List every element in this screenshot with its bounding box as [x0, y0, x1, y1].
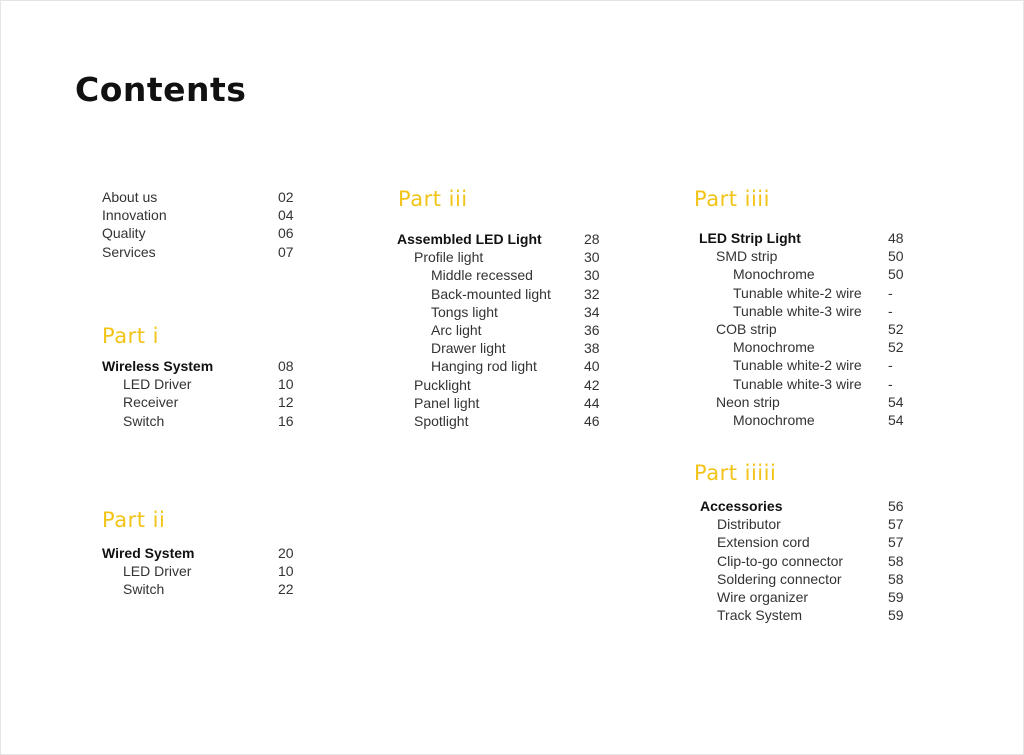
toc-entry-page: 28 [584, 231, 600, 247]
toc-entry-page: 06 [278, 225, 294, 242]
toc-entry-page: - [888, 375, 893, 392]
toc-entry-label: Hanging rod light [431, 358, 537, 375]
toc-entry-label: COB strip [716, 320, 777, 337]
part-ii-list [102, 544, 302, 599]
toc-entry-smd-monochrome[interactable] [699, 265, 909, 283]
toc-entry-page: 54 [888, 393, 904, 410]
toc-entry-label: Neon strip [716, 393, 780, 410]
toc-entry-label: LED Strip Light [699, 230, 801, 246]
toc-entry-led-driver[interactable] [102, 562, 302, 580]
intro-list [102, 188, 302, 261]
toc-entry-label: Services [102, 243, 156, 260]
toc-entry-page: 52 [888, 339, 904, 356]
part-iii-list [397, 230, 607, 430]
part-iiiii-list [700, 497, 910, 624]
toc-entry-label: About us [102, 189, 158, 205]
toc-entry-assembled-led-light[interactable] [397, 230, 607, 248]
toc-entry-page: 36 [584, 321, 600, 338]
toc-entry-page: 38 [584, 340, 600, 357]
toc-entry-spotlight[interactable] [397, 412, 607, 430]
part-iiii-heading: Part iiii [694, 187, 770, 211]
toc-entry-page: 54 [888, 411, 904, 428]
toc-entry-page: 10 [278, 376, 294, 393]
toc-entry-label: Receiver [123, 394, 179, 411]
part-iii-heading: Part iii [398, 187, 468, 211]
toc-entry-page: 44 [584, 394, 600, 411]
toc-entry-services[interactable] [102, 243, 302, 261]
toc-entry-page: 59 [888, 607, 904, 624]
toc-entry-distributor[interactable] [700, 515, 910, 533]
toc-entry-innovation[interactable] [102, 206, 302, 224]
toc-entry-label: Switch [123, 412, 165, 429]
toc-entry-label: Wire organizer [717, 588, 809, 605]
toc-entry-page: 42 [584, 376, 600, 393]
toc-entry-page: 58 [888, 552, 904, 569]
toc-entry-page: 30 [584, 249, 600, 266]
toc-entry-label: Extension cord [717, 534, 810, 551]
toc-entry-label: Quality [102, 225, 146, 242]
toc-entry-cob-monochrome[interactable] [699, 338, 909, 356]
toc-entry-page: 12 [278, 394, 294, 411]
toc-entry-label: Assembled LED Light [397, 231, 542, 247]
toc-entry-profile-light[interactable] [397, 248, 607, 266]
toc-entry-page: 02 [278, 189, 294, 205]
toc-entry-label: Panel light [414, 394, 480, 411]
toc-entry-label: Monochrome [733, 266, 815, 283]
toc-entry-page: 48 [888, 230, 904, 246]
toc-entry-page: 56 [888, 498, 904, 514]
toc-entry-page: 16 [278, 412, 294, 429]
toc-entry-extension-cord[interactable] [700, 533, 910, 551]
toc-entry-led-strip-light[interactable] [699, 229, 909, 247]
toc-entry-page: 40 [584, 358, 600, 375]
toc-entry-page: 57 [888, 534, 904, 551]
toc-entry-cob-tunable-2-wire[interactable] [699, 356, 909, 374]
toc-entry-label: LED Driver [123, 376, 192, 393]
toc-entry-switch[interactable] [102, 580, 302, 598]
toc-entry-receiver[interactable] [102, 393, 302, 411]
toc-entry-label: Wireless System [102, 358, 214, 374]
part-ii-heading: Part ii [102, 508, 166, 532]
toc-entry-label: Monochrome [733, 339, 815, 356]
toc-entry-page: 08 [278, 358, 294, 374]
toc-entry-quality[interactable] [102, 224, 302, 242]
toc-entry-label: Switch [123, 581, 165, 598]
toc-entry-about-us[interactable] [102, 188, 302, 206]
toc-entry-led-driver[interactable] [102, 375, 302, 393]
part-iiii-list [699, 229, 909, 429]
toc-entry-label: Tunable white-3 wire [733, 375, 862, 392]
toc-entry-smd-tunable-2-wire[interactable] [699, 284, 909, 302]
toc-entry-page: 50 [888, 248, 904, 265]
toc-entry-page: 04 [278, 207, 294, 224]
toc-entry-label: Back-mounted light [431, 285, 551, 302]
toc-entry-page: - [888, 302, 893, 319]
toc-entry-drawer-light[interactable] [397, 339, 607, 357]
toc-entry-page: - [888, 284, 893, 301]
part-i-list [102, 357, 302, 430]
toc-entry-label: Spotlight [414, 412, 469, 429]
toc-entry-page: 57 [888, 516, 904, 533]
toc-entry-middle-recessed[interactable] [397, 266, 607, 284]
toc-entry-page: - [888, 357, 893, 374]
toc-entry-label: Accessories [700, 498, 783, 514]
toc-entry-page: 50 [888, 266, 904, 283]
toc-entry-label: Tongs light [431, 303, 498, 320]
toc-entry-page: 59 [888, 588, 904, 605]
toc-entry-page: 20 [278, 545, 294, 561]
toc-entry-accessories[interactable] [700, 497, 910, 515]
toc-entry-label: Pucklight [414, 376, 471, 393]
toc-entry-label: SMD strip [716, 248, 778, 265]
toc-entry-label: LED Driver [123, 563, 192, 580]
toc-entry-page: 32 [584, 285, 600, 302]
toc-entry-page: 07 [278, 243, 294, 260]
toc-entry-cob-tunable-3-wire[interactable] [699, 375, 909, 393]
toc-entry-wired-system[interactable] [102, 544, 302, 562]
toc-entry-label: Clip-to-go connector [717, 552, 844, 569]
part-iiiii-heading: Part iiiii [694, 461, 777, 485]
toc-entry-label: Profile light [414, 249, 484, 266]
toc-entry-arc-light[interactable] [397, 321, 607, 339]
toc-entry-label: Innovation [102, 207, 167, 224]
toc-entry-page: 22 [278, 581, 294, 598]
toc-entry-label: Arc light [431, 321, 482, 338]
toc-entry-back-mounted-light[interactable] [397, 285, 607, 303]
toc-entry-cob-strip[interactable] [699, 320, 909, 338]
toc-entry-label: Wired System [102, 545, 195, 561]
toc-entry-track-system[interactable] [700, 606, 910, 624]
toc-entry-label: Tunable white-2 wire [733, 357, 862, 374]
toc-entry-wire-organizer[interactable] [700, 588, 910, 606]
toc-entry-page: 46 [584, 412, 600, 429]
toc-entry-page: 52 [888, 320, 904, 337]
toc-entry-label: Drawer light [431, 340, 506, 357]
toc-entry-label: Tunable white-3 wire [733, 302, 862, 319]
toc-entry-neon-monochrome[interactable] [699, 411, 909, 429]
toc-entry-page: 58 [888, 570, 904, 587]
toc-entry-tongs-light[interactable] [397, 303, 607, 321]
toc-entry-smd-strip[interactable] [699, 247, 909, 265]
toc-entry-label: Soldering connector [717, 570, 842, 587]
toc-entry-smd-tunable-3-wire[interactable] [699, 302, 909, 320]
toc-entry-label: Distributor [717, 516, 781, 533]
toc-entry-soldering-connector[interactable] [700, 570, 910, 588]
toc-entry-page: 10 [278, 563, 294, 580]
toc-entry-label: Tunable white-2 wire [733, 284, 862, 301]
toc-entry-pucklight[interactable] [397, 376, 607, 394]
toc-entry-wireless-system[interactable] [102, 357, 302, 375]
toc-entry-hanging-rod-light[interactable] [397, 357, 607, 375]
toc-entry-panel-light[interactable] [397, 394, 607, 412]
toc-entry-label: Monochrome [733, 411, 815, 428]
part-i-heading: Part i [102, 324, 159, 348]
toc-entry-neon-strip[interactable] [699, 393, 909, 411]
page-title: Contents [75, 70, 247, 109]
toc-entry-page: 30 [584, 267, 600, 284]
toc-entry-label: Middle recessed [431, 267, 533, 284]
toc-entry-switch[interactable] [102, 412, 302, 430]
toc-entry-page: 34 [584, 303, 600, 320]
toc-entry-label: Track System [717, 607, 803, 624]
toc-entry-clip-to-go-connector[interactable] [700, 552, 910, 570]
